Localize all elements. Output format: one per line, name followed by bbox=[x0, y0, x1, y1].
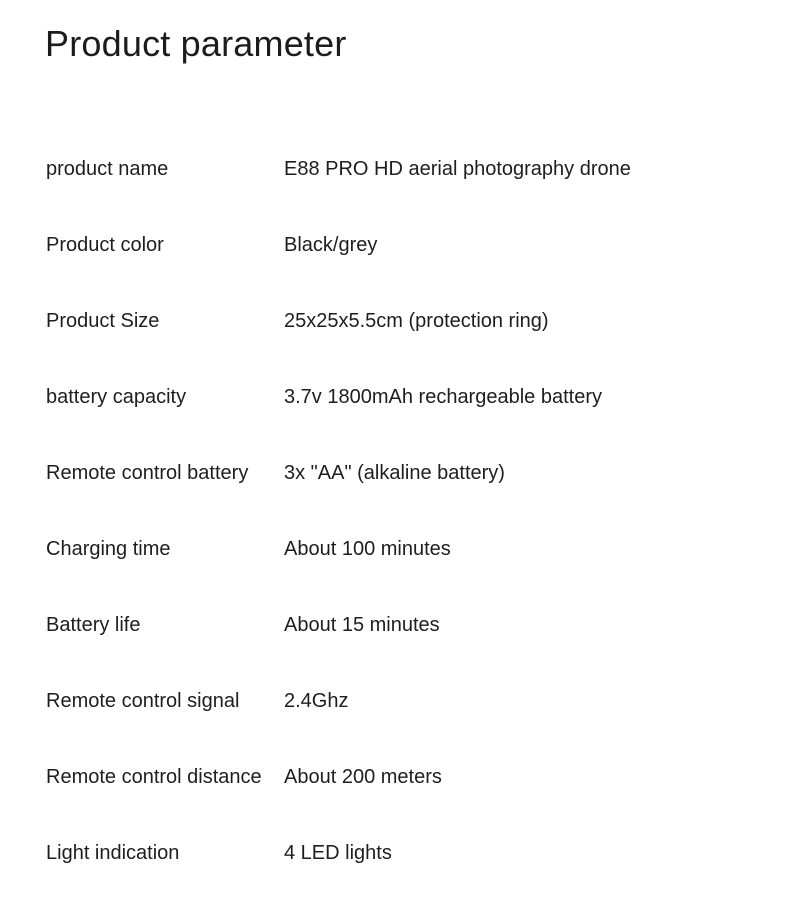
parameter-label: battery capacity bbox=[46, 385, 187, 408]
parameter-label: Remote control signal bbox=[46, 689, 240, 712]
table-row bbox=[46, 587, 754, 663]
parameter-value: About 15 minutes bbox=[284, 613, 440, 636]
parameter-value: 3.7v 1800mAh rechargeable battery bbox=[284, 385, 602, 408]
parameter-label: Charging time bbox=[46, 537, 171, 560]
table-row bbox=[46, 131, 754, 207]
parameter-table bbox=[46, 131, 754, 891]
table-row bbox=[46, 283, 754, 359]
parameter-label: Light indication bbox=[46, 841, 180, 864]
table-row bbox=[46, 739, 754, 815]
table-row bbox=[46, 435, 754, 511]
parameter-value: 2.4Ghz bbox=[284, 689, 349, 712]
parameter-value: Black/grey bbox=[284, 233, 378, 256]
table-row bbox=[46, 663, 754, 739]
parameter-label: Product Size bbox=[46, 309, 160, 332]
table-row bbox=[46, 359, 754, 435]
parameter-value: About 200 meters bbox=[284, 765, 442, 788]
table-row bbox=[46, 815, 754, 891]
parameter-value: About 100 minutes bbox=[284, 537, 451, 560]
parameter-label: Battery life bbox=[46, 613, 141, 636]
page-title: Product parameter bbox=[45, 23, 347, 64]
table-row bbox=[46, 511, 754, 587]
parameter-value: 4 LED lights bbox=[284, 841, 392, 864]
parameter-value: 3x "AA" (alkaline battery) bbox=[284, 461, 505, 484]
parameter-value: E88 PRO HD aerial photography drone bbox=[284, 157, 631, 180]
parameter-label: product name bbox=[46, 157, 169, 180]
parameter-label: Product color bbox=[46, 233, 164, 256]
parameter-label: Remote control battery bbox=[46, 461, 249, 484]
table-row bbox=[46, 207, 754, 283]
parameter-value: 25x25x5.5cm (protection ring) bbox=[284, 309, 549, 332]
parameter-label: Remote control distance bbox=[46, 765, 262, 788]
